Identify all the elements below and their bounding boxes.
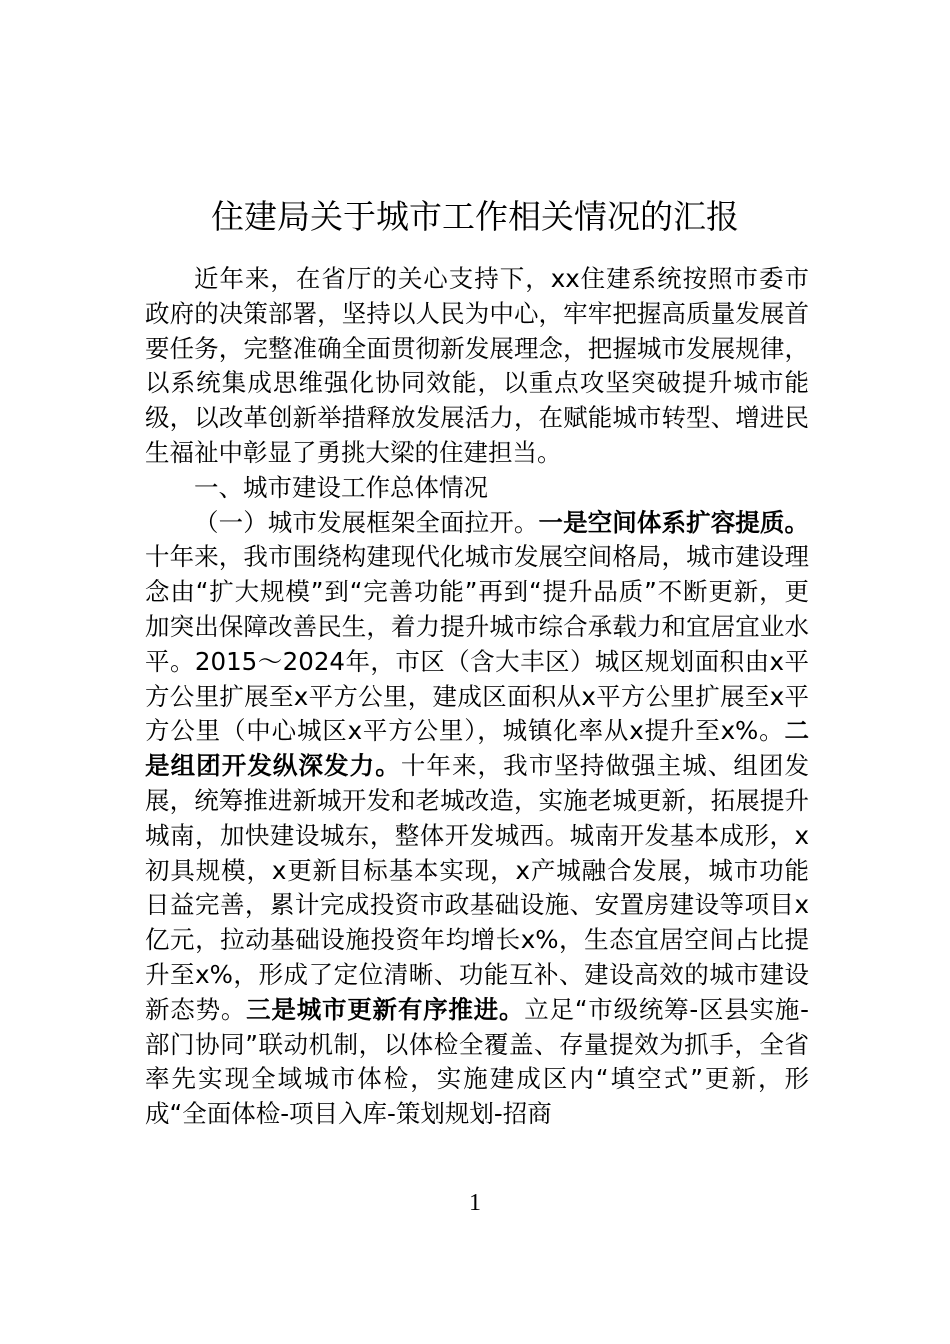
point-2-text: 十年来，我市坚持做强主城、组团发展，统筹推进新城开发和老城改造，实施老城更新，拓展提升城南，加快建设城东，整体开发城西。城南开发基本成形，x初具规模，x更新目标基本实现，x产城融合发展，城市功能日益完善，累计完成投资市政基础设施、安置房建设等项目x亿元，拉动基础设施投资年均增长x%，生态宜居空间占比提升至x%，形成了定位清晰、功能互补、建设高效的城市建设新态势。 xyxy=(145,751,810,1024)
point-1-text: 十年来，我市围绕构建现代化城市发展空间格局，城市建设理念由“扩大规模”到“完善功能”再到“提升品质”不断更新，更加突出保障改善民生，着力提升城市综合承载力和宜居宜业水平。2015～2024年，市区（含大丰区）城区规划面积由x平方公里扩展至x平方公里，建成区面积从x平方公里扩展至x平方公里（中心城区x平方公里），城镇化率从x提升至x%。 xyxy=(145,542,809,746)
subsection-heading-1: （一）城市发展框架全面拉开。 xyxy=(194,507,539,537)
point-1-heading: 一是空间体系扩容提质。 xyxy=(538,507,810,537)
paragraph-intro xyxy=(145,262,809,471)
section-heading-1 xyxy=(145,471,809,506)
paragraph-city-framework xyxy=(145,506,809,1132)
point-3-text: 立足“市级统筹-区县实施-部门协同”联动机制，以体检全覆盖、存量提效为抓手，全省率先实现全域城市体检，实施建成区内“填空式”更新，形成“全面体检-项目入库-策划规划-招商 xyxy=(145,994,810,1129)
point-3-heading: 三是城市更新有序推进。 xyxy=(246,994,525,1024)
document-title: 住建局关于城市工作相关情况的汇报 xyxy=(211,197,739,237)
point-2-heading: 二是组团开发纵深发力。 xyxy=(145,716,809,781)
paragraph-intro-text: 近年来，在省厅的关心支持下，xx住建系统按照市委市政府的决策部署，坚持以人民为中心，牢牢把握高质量发展首要任务，完整准确全面贯彻新发展理念，把握城市发展规律，以系统集成思维强化协同效能，以重点攻坚突破提升城市能级，以改革创新举措释放发展活力，在赋能城市转型、增进民生福祉中彰显了勇挑大梁的住建担当。 xyxy=(145,264,809,467)
section-heading-1-text: 一、城市建设工作总体情况 xyxy=(194,472,488,502)
document-body xyxy=(145,262,809,1132)
page-number: 1 xyxy=(469,1190,481,1216)
